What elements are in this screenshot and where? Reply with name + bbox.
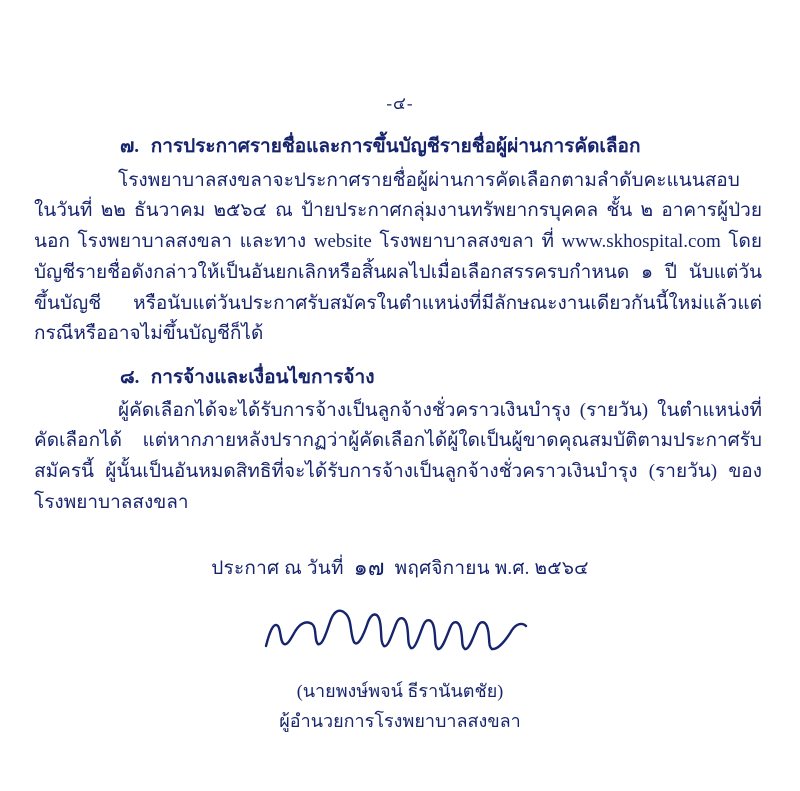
document-page [0,90,800,791]
announcement-day: ๑๗ [353,555,385,581]
page-number: -๔- [386,94,414,113]
section-8-paragraph [30,396,770,519]
section-7-paragraph [30,166,770,351]
signature-image [30,600,770,672]
announcement-prefix: ประกาศ ณ วันที่ [211,557,344,579]
section-8-heading [120,364,770,393]
section-8-heading-text: การจ้างและเงื่อนไขการจ้าง [150,367,375,389]
section-8 [30,364,770,519]
section-7-heading [120,133,770,162]
section-7-heading-text: การประกาศรายชื่อและการขึ้นบัญชีรายชื่อผู้ผ่านการคัดเลือก [150,136,641,157]
announcement-suffix: พฤศจิกายน พ.ศ. ๒๕๖๔ [394,557,589,579]
announcement-date-line [30,549,770,584]
section-7 [30,133,770,350]
section-8-number: ๘. [120,367,140,389]
section-7-number: ๗. [120,136,140,157]
signer-title: ผู้อำนวยการโรงพยาบาลสงขลา [279,711,521,732]
section-7-paragraph-text: โรงพยาบาลสงขลาจะประกาศรายชื่อผู้ผ่านการคัดเลือกตามลำดับคะแนนสอบ ในวันที่ ๒๒ ธันวาคม ๒๕๖๔ ณ ป้ายประกาศกลุ่มงานทรัพยากรบุคคล ชั้น ๒ อาคารผู้ป่วยนอก โรงพยาบาลสงขลา และทาง website โรงพยาบาลสงขลา ที่ www.skhospital.com โดยบัญชีรายชื่อดังกล่าวให้เป็นอันยกเลิกหรือสิ้นผลไปเมื่อเลือกสรรครบกำหนด ๑ ปี นับแต่วันขึ้นบัญชี หรือนับแต่วันประกาศรับสมัครในตำแหน่งที่มีลักษณะงานเดียวกันนี้ใหม่แล้วแต่กรณีหรืออาจไม่ขึ้นบัญชีก็ได้ [34,169,762,345]
signer-name: (นายพงษ์พจน์ ธีรานันตชัย) [296,680,504,701]
section-8-paragraph-text: ผู้คัดเลือกได้จะได้รับการจ้างเป็นลูกจ้างชั่วคราวเงินบำรุง (รายวัน) ในตำแหน่งที่คัดเลือกได้ แต่หากภายหลังปรากฏว่าผู้คัดเลือกได้ผู้ใดเป็นผู้ขาดคุณสมบัติตามประกาศรับสมัครนี้ ผู้นั้นเป็นอันหมดสิทธิที่จะได้รับการจ้างเป็นลูกจ้างชั่วคราวเงินบำรุง (รายวัน) ของโรงพยาบาลสงขลา [34,399,762,513]
